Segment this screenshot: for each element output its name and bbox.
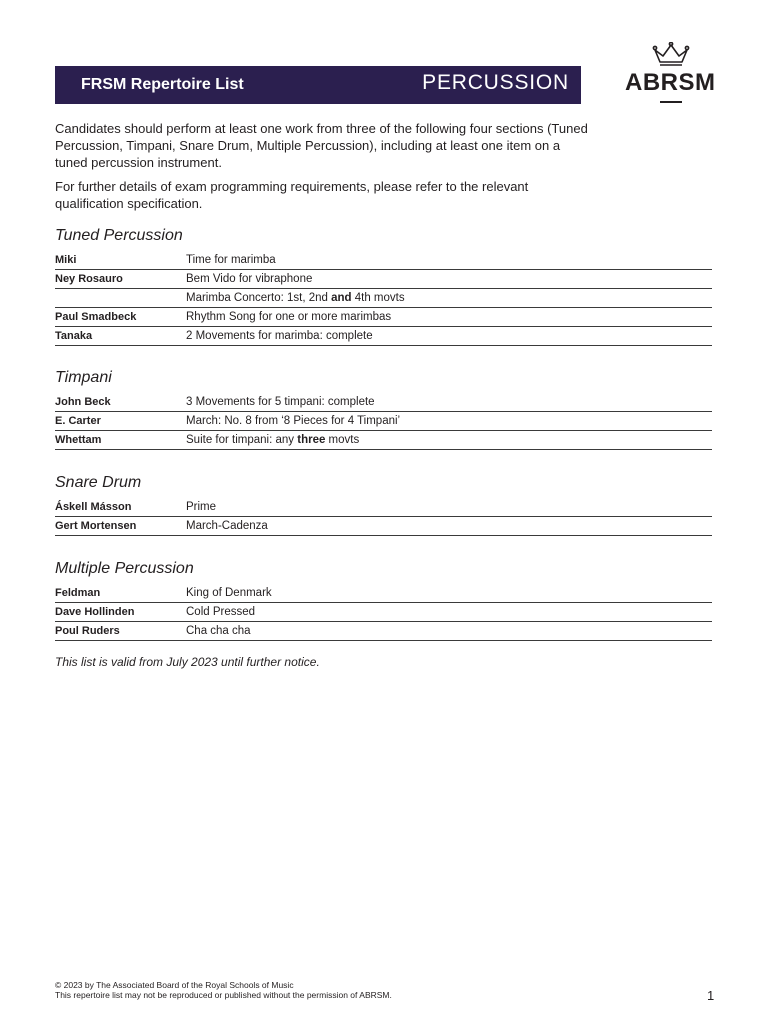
work-title: 2 Movements for marimba: complete xyxy=(186,330,373,342)
table-row xyxy=(55,393,712,412)
list-title: FRSM Repertoire List xyxy=(81,76,244,93)
composer: Gert Mortensen xyxy=(55,520,137,532)
logo-text: ABRSM xyxy=(625,69,716,96)
table-row xyxy=(55,603,712,622)
intro-text xyxy=(55,120,595,219)
composer: Ney Rosauro xyxy=(55,273,123,285)
section-tuned-percussion xyxy=(55,225,712,346)
table-row xyxy=(55,584,712,603)
logo-underline xyxy=(660,101,682,103)
composer: Whettam xyxy=(55,434,102,446)
section-heading: Timpani xyxy=(55,369,112,386)
work-title: March-Cadenza xyxy=(186,520,268,532)
reproduction-notice: This repertoire list may not be reproduced or published without the permission of ABRSM. xyxy=(55,990,392,1000)
table-row xyxy=(55,412,712,431)
composer: Feldman xyxy=(55,587,101,599)
work-title: Cold Pressed xyxy=(186,606,256,618)
composer: John Beck xyxy=(55,396,111,408)
work-title: 3 Movements for 5 timpani: complete xyxy=(186,396,375,408)
work-title: Time for marimba xyxy=(186,254,276,266)
table-row xyxy=(55,431,712,450)
work-title: Prime xyxy=(186,501,217,513)
work-title: Suite for timpani: any three movts xyxy=(186,434,360,446)
composer: Áskell Másson xyxy=(55,501,132,513)
section-multiple-percussion xyxy=(55,558,712,641)
table-row xyxy=(55,289,712,308)
crown-icon xyxy=(651,42,691,66)
section-heading: Tuned Percussion xyxy=(55,227,183,244)
abrsm-logo xyxy=(622,42,718,106)
table-row xyxy=(55,498,712,517)
table-row xyxy=(55,270,712,289)
intro-paragraph: For further details of exam programming requirements, please refer to the relevant qualification specification. xyxy=(55,179,529,211)
table-row xyxy=(55,622,712,641)
work-title: King of Denmark xyxy=(186,587,272,599)
composer: Tanaka xyxy=(55,330,93,342)
footer xyxy=(55,980,392,1000)
validity-note: This list is valid from July 2023 until further notice. xyxy=(55,655,320,669)
section-heading: Multiple Percussion xyxy=(55,560,194,577)
intro-paragraph: Candidates should perform at least one work from three of the following four sections (Tuned Percussion, Timpani, Snare Drum, Multiple Percussion), including at least one item on a tuned percussion instrument. xyxy=(55,121,588,170)
table-row xyxy=(55,251,712,270)
section-heading: Snare Drum xyxy=(55,474,142,491)
table-row xyxy=(55,517,712,536)
composer: E. Carter xyxy=(55,415,101,427)
work-title: Marimba Concerto: 1st, 2nd and 4th movts xyxy=(186,292,405,304)
composer: Dave Hollinden xyxy=(55,606,135,618)
work-title: Rhythm Song for one or more marimbas xyxy=(186,311,392,323)
header-bar xyxy=(55,66,581,104)
composer: Miki xyxy=(55,254,77,266)
work-title: Cha cha cha xyxy=(186,625,251,637)
section-timpani xyxy=(55,367,712,450)
work-title: Bem Vido for vibraphone xyxy=(186,273,313,285)
page-number: 1 xyxy=(707,988,715,1003)
work-title: March: No. 8 from ‘8 Pieces for 4 Timpani’ xyxy=(186,415,401,427)
instrument-title: PERCUSSION xyxy=(422,71,569,94)
section-snare-drum xyxy=(55,472,712,536)
copyright-text: © 2023 by The Associated Board of the Royal Schools of Music xyxy=(55,980,294,990)
composer xyxy=(55,289,186,307)
table-row xyxy=(55,308,712,327)
composer: Poul Ruders xyxy=(55,625,120,637)
composer: Paul Smadbeck xyxy=(55,311,137,323)
table-row xyxy=(55,327,712,346)
